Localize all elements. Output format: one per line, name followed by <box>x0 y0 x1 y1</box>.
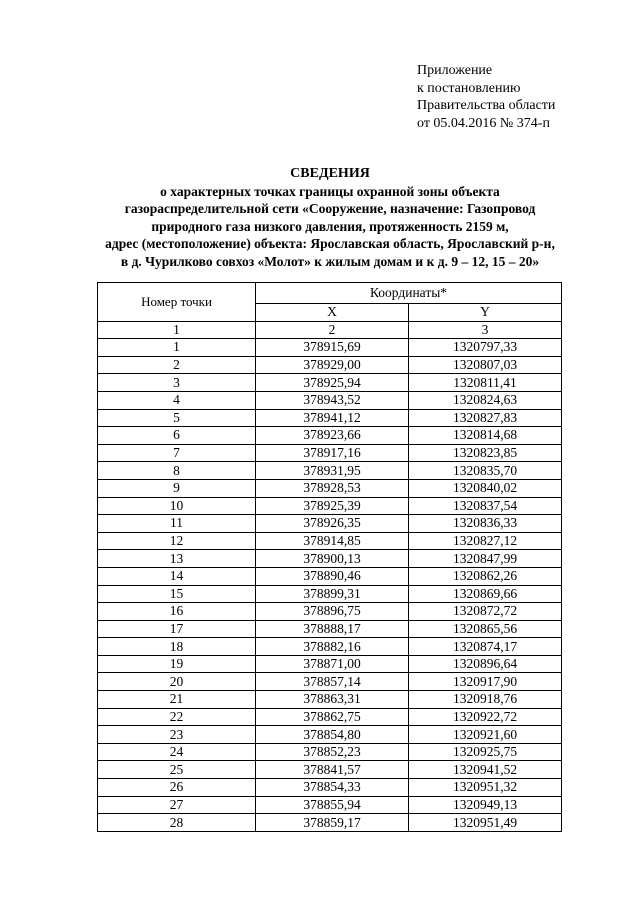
column-header-x: X <box>256 304 409 322</box>
y-coordinate-cell: 1320951,32 <box>409 779 562 797</box>
table-row <box>98 585 562 603</box>
table-row <box>98 691 562 709</box>
point-number-cell: 12 <box>98 532 256 550</box>
point-number-cell: 10 <box>98 497 256 515</box>
x-coordinate-cell: 378871,00 <box>256 655 409 673</box>
x-coordinate-cell: 378925,39 <box>256 497 409 515</box>
table-row <box>98 479 562 497</box>
point-number-cell: 4 <box>98 391 256 409</box>
y-coordinate-cell: 1320823,85 <box>409 444 562 462</box>
appendix-note <box>417 62 555 132</box>
x-coordinate-cell: 378941,12 <box>256 409 409 427</box>
table-row <box>98 391 562 409</box>
column-header-y: Y <box>409 304 562 322</box>
table-row <box>98 603 562 621</box>
table-row <box>98 779 562 797</box>
table-row <box>98 620 562 638</box>
column-header-coordinates: Координаты* <box>256 283 562 304</box>
column-index: 3 <box>409 321 562 339</box>
table-row <box>98 550 562 568</box>
appendix-line: Правительства области <box>417 98 556 113</box>
table-row <box>98 743 562 761</box>
table-index-row <box>98 321 562 339</box>
point-number-cell: 8 <box>98 462 256 480</box>
y-coordinate-cell: 1320941,52 <box>409 761 562 779</box>
y-coordinate-cell: 1320840,02 <box>409 479 562 497</box>
point-number-cell: 9 <box>98 479 256 497</box>
table-row <box>98 796 562 814</box>
point-number-cell: 11 <box>98 515 256 533</box>
table-row <box>98 462 562 480</box>
table-row <box>98 814 562 832</box>
x-coordinate-cell: 378931,95 <box>256 462 409 480</box>
y-coordinate-cell: 1320827,83 <box>409 409 562 427</box>
table-row <box>98 374 562 392</box>
x-coordinate-cell: 378863,31 <box>256 691 409 709</box>
coordinates-table <box>97 282 562 832</box>
y-coordinate-cell: 1320797,33 <box>409 339 562 357</box>
point-number-cell: 21 <box>98 691 256 709</box>
point-number-cell: 19 <box>98 655 256 673</box>
point-number-cell: 18 <box>98 638 256 656</box>
table-row <box>98 356 562 374</box>
x-coordinate-cell: 378841,57 <box>256 761 409 779</box>
x-coordinate-cell: 378859,17 <box>256 814 409 832</box>
y-coordinate-cell: 1320835,70 <box>409 462 562 480</box>
y-coordinate-cell: 1320917,90 <box>409 673 562 691</box>
table-body <box>98 339 562 832</box>
point-number-cell: 26 <box>98 779 256 797</box>
x-coordinate-cell: 378900,13 <box>256 550 409 568</box>
heading-line: в д. Чурилково совхоз «Молот» к жилым домам и к д. 9 – 12, 15 – 20» <box>120 253 540 269</box>
y-coordinate-cell: 1320951,49 <box>409 814 562 832</box>
y-coordinate-cell: 1320811,41 <box>409 374 562 392</box>
table-row <box>98 444 562 462</box>
x-coordinate-cell: 378896,75 <box>256 603 409 621</box>
y-coordinate-cell: 1320824,63 <box>409 391 562 409</box>
appendix-line: к постановлению <box>417 80 521 96</box>
point-number-cell: 7 <box>98 444 256 462</box>
point-number-cell: 20 <box>98 673 256 691</box>
y-coordinate-cell: 1320827,12 <box>409 532 562 550</box>
document-title: СВЕДЕНИЯ <box>290 166 370 181</box>
table-row <box>98 708 562 726</box>
y-coordinate-cell: 1320862,26 <box>409 567 562 585</box>
x-coordinate-cell: 378926,35 <box>256 515 409 533</box>
y-coordinate-cell: 1320814,68 <box>409 427 562 445</box>
x-coordinate-cell: 378882,16 <box>256 638 409 656</box>
table-row <box>98 567 562 585</box>
table-row <box>98 655 562 673</box>
x-coordinate-cell: 378888,17 <box>256 620 409 638</box>
y-coordinate-cell: 1320872,72 <box>409 603 562 621</box>
table-row <box>98 339 562 357</box>
column-header-point: Номер точки <box>98 283 256 322</box>
x-coordinate-cell: 378923,66 <box>256 427 409 445</box>
document-heading <box>100 165 560 270</box>
y-coordinate-cell: 1320925,75 <box>409 743 562 761</box>
table-row <box>98 673 562 691</box>
y-coordinate-cell: 1320847,99 <box>409 550 562 568</box>
point-number-cell: 24 <box>98 743 256 761</box>
x-coordinate-cell: 378855,94 <box>256 796 409 814</box>
point-number-cell: 17 <box>98 620 256 638</box>
y-coordinate-cell: 1320837,54 <box>409 497 562 515</box>
x-coordinate-cell: 378917,16 <box>256 444 409 462</box>
x-coordinate-cell: 378925,94 <box>256 374 409 392</box>
table-row <box>98 497 562 515</box>
column-index: 2 <box>256 321 409 339</box>
point-number-cell: 14 <box>98 567 256 585</box>
appendix-line: Приложение <box>417 63 493 78</box>
table-row <box>98 532 562 550</box>
x-coordinate-cell: 378915,69 <box>256 339 409 357</box>
y-coordinate-cell: 1320921,60 <box>409 726 562 744</box>
x-coordinate-cell: 378914,85 <box>256 532 409 550</box>
x-coordinate-cell: 378929,00 <box>256 356 409 374</box>
point-number-cell: 28 <box>98 814 256 832</box>
heading-line: о характерных точках границы охранной зоны объекта <box>160 183 500 199</box>
y-coordinate-cell: 1320874,17 <box>409 638 562 656</box>
point-number-cell: 16 <box>98 603 256 621</box>
heading-line: природного газа низкого давления, протяженность 2159 м, <box>151 218 509 234</box>
x-coordinate-cell: 378862,75 <box>256 708 409 726</box>
y-coordinate-cell: 1320949,13 <box>409 796 562 814</box>
column-index: 1 <box>98 321 256 339</box>
y-coordinate-cell: 1320865,56 <box>409 620 562 638</box>
table-row <box>98 726 562 744</box>
y-coordinate-cell: 1320807,03 <box>409 356 562 374</box>
point-number-cell: 3 <box>98 374 256 392</box>
point-number-cell: 13 <box>98 550 256 568</box>
table-row <box>98 638 562 656</box>
y-coordinate-cell: 1320922,72 <box>409 708 562 726</box>
point-number-cell: 15 <box>98 585 256 603</box>
table-row <box>98 409 562 427</box>
table-row <box>98 515 562 533</box>
x-coordinate-cell: 378857,14 <box>256 673 409 691</box>
x-coordinate-cell: 378854,80 <box>256 726 409 744</box>
y-coordinate-cell: 1320896,64 <box>409 655 562 673</box>
table-row <box>98 427 562 445</box>
y-coordinate-cell: 1320918,76 <box>409 691 562 709</box>
appendix-line: от 05.04.2016 № 374-п <box>417 115 550 131</box>
y-coordinate-cell: 1320869,66 <box>409 585 562 603</box>
point-number-cell: 23 <box>98 726 256 744</box>
y-coordinate-cell: 1320836,33 <box>409 515 562 533</box>
x-coordinate-cell: 378928,53 <box>256 479 409 497</box>
heading-line: адрес (местоположение) объекта: Ярославская область, Ярославский р-н, <box>105 236 555 251</box>
table-header-row <box>98 283 562 304</box>
x-coordinate-cell: 378943,52 <box>256 391 409 409</box>
point-number-cell: 2 <box>98 356 256 374</box>
point-number-cell: 5 <box>98 409 256 427</box>
point-number-cell: 27 <box>98 796 256 814</box>
point-number-cell: 1 <box>98 339 256 357</box>
point-number-cell: 6 <box>98 427 256 445</box>
x-coordinate-cell: 378899,31 <box>256 585 409 603</box>
table-row <box>98 761 562 779</box>
point-number-cell: 25 <box>98 761 256 779</box>
x-coordinate-cell: 378854,33 <box>256 779 409 797</box>
heading-line: газораспределительной сети «Сооружение, назначение: Газопровод <box>124 201 536 216</box>
point-number-cell: 22 <box>98 708 256 726</box>
x-coordinate-cell: 378852,23 <box>256 743 409 761</box>
x-coordinate-cell: 378890,46 <box>256 567 409 585</box>
